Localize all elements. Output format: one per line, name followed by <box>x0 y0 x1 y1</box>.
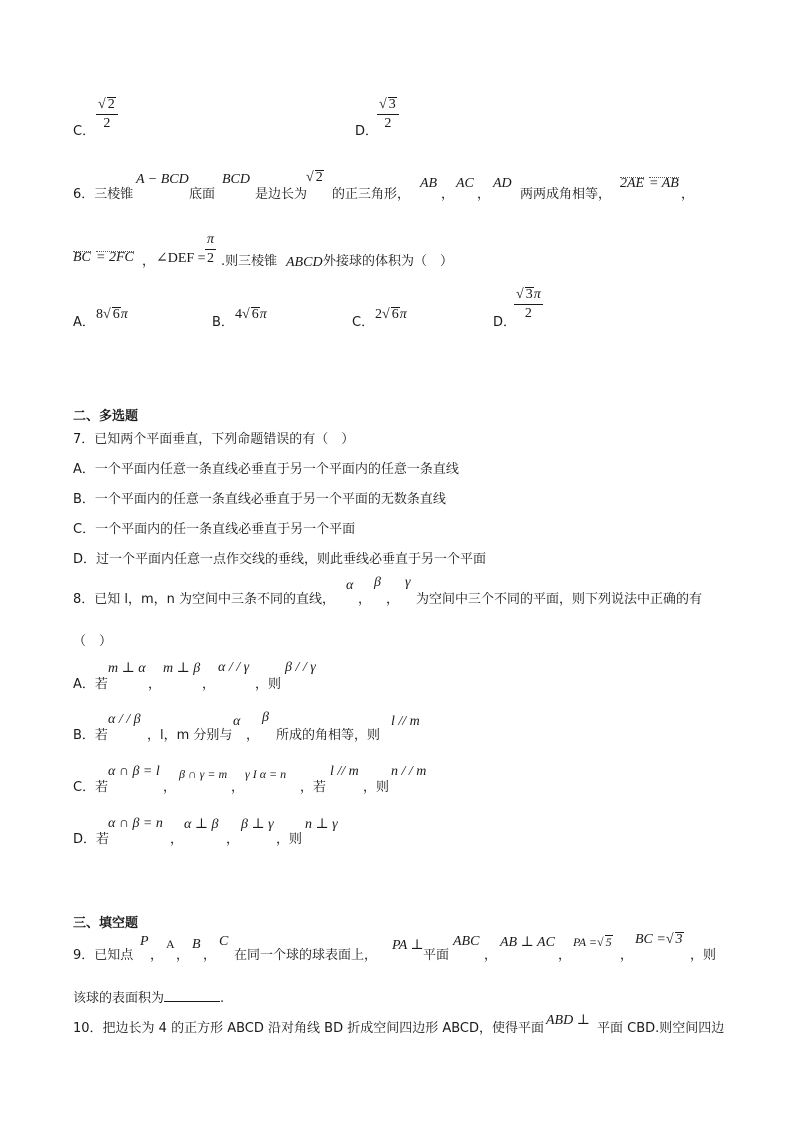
q6-expr-abcd: ABCD <box>286 255 323 270</box>
q8-d-expr-4: n ⊥ γ <box>305 817 338 832</box>
q6-expr-ad: AD <box>493 176 512 191</box>
q8-paren: （ ） <box>73 634 113 649</box>
q6-expr-eq-ab: = AB <box>649 176 679 191</box>
q6-text-side: 是边长为 <box>255 187 308 202</box>
q6-text-then: .则三棱锥 <box>221 254 278 269</box>
q5-option-c-denominator: 2 <box>103 116 111 131</box>
q6-text-volume: 外接球的体积为（ ） <box>323 254 454 269</box>
q8-d-expr-3: β ⊥ γ <box>241 817 274 832</box>
q8-b-text-2: ， <box>246 728 260 743</box>
q9-number: 9．已知点 <box>73 948 134 963</box>
q9-answer-blank[interactable] <box>164 989 220 1002</box>
q9-line-2: 该球的表面积为 . <box>73 991 225 1006</box>
q8-b-text-1: ，l，m 分别与 <box>147 728 233 743</box>
q8-a-expr-1: m ⊥ α <box>108 661 146 676</box>
q8-d-expr-1: α ∩ β = n <box>108 816 163 831</box>
q6-number: 6．三棱锥 <box>73 187 134 202</box>
q6-expr-bcd: BCD <box>222 172 250 187</box>
q6-sep-1: ， <box>441 187 455 202</box>
q8-a-sep-2: ， <box>202 677 216 692</box>
q6-expr-a-bcd: A − BCD <box>136 172 189 187</box>
q6-option-a-label: A． <box>73 315 95 330</box>
q9-expr-ab-ac: AB ⊥ AC <box>500 935 555 950</box>
q9-expr-abc: ABC <box>453 934 480 949</box>
q8-gamma: γ <box>405 575 411 590</box>
q9-point-p: P <box>140 934 149 949</box>
q6-expr-ab: AB <box>420 176 438 191</box>
q6-sep-3: ， <box>681 187 695 202</box>
q9-point-c: C <box>219 934 229 949</box>
q9-sep-5: ， <box>558 948 572 963</box>
q9-expr-bc-value: BC =√ 3 <box>635 932 683 947</box>
q9-text-plane: 平面 <box>423 948 450 963</box>
section-3-heading: 三、填空题 <box>73 916 139 931</box>
q8-b-expr-1: α / / β <box>108 712 141 727</box>
q8-d-sep-3: ，则 <box>276 832 303 847</box>
q8-option-a-label: A．若 <box>73 677 108 692</box>
q10-expr-abd: ABD ⊥ <box>546 1013 590 1028</box>
q5-option-c-numerator: 2 <box>107 97 115 112</box>
q8-sep-2: ， <box>386 592 400 607</box>
q8-d-sep-2: ， <box>226 832 240 847</box>
q6-option-d-fraction: $\frac{√ 3\pi}{2}$ <box>516 287 541 321</box>
q9-point-a: A <box>166 937 175 951</box>
q8-b-text-3: 所成的角相等，则 <box>276 728 381 743</box>
q6-expr-eq-2fc: = 2FC <box>96 250 134 265</box>
q8-stem-part1: 8．已知 l，m，n 为空间中三条不同的直线， <box>73 592 336 607</box>
q6-expr-2ae: 2AE <box>620 176 645 191</box>
q8-d-sep-1: ， <box>170 832 184 847</box>
q8-beta: β <box>374 575 381 590</box>
q6-sep-2: ， <box>477 187 491 202</box>
q6-option-c-label: C． <box>352 315 375 330</box>
q5-option-c-fraction: $\frac{√ 2}{2}$ <box>96 97 118 132</box>
q7-option-c: C．一个平面内的任一条直线必垂直于另一个平面 <box>73 522 356 537</box>
q9-text-sphere: 在同一个球的球表面上， <box>234 948 378 963</box>
q9-sep-4: ， <box>484 948 498 963</box>
q8-a-sep-1: ， <box>148 677 162 692</box>
q8-alpha: α <box>346 578 354 593</box>
q7-stem: 7．已知两个平面垂直，下列命题错误的有（ ） <box>73 432 355 447</box>
q8-c-sep-3: ，若 <box>300 780 327 795</box>
q9-point-b: B <box>192 937 201 952</box>
q8-c-expr-4: l // m <box>330 764 359 779</box>
q6-text-base: 底面 <box>189 187 216 202</box>
q8-b-expr-2: α <box>233 714 241 729</box>
q6-expr-ac: AC <box>456 176 474 191</box>
q6-text-angles: 两两成角相等， <box>520 187 612 202</box>
q8-c-expr-1: α ∩ β = l <box>108 764 160 779</box>
q6-option-a-value: 8√ 6π <box>96 307 128 322</box>
q5-option-d-fraction: $\frac{√ 3}{2}$ <box>377 97 399 132</box>
q9-expr-pa-value: PA =√ 5 <box>573 935 612 949</box>
q9-sep-1: ， <box>150 948 164 963</box>
q8-option-c-label: C．若 <box>73 780 109 795</box>
q6-expr-bc: BC <box>73 250 91 265</box>
q8-stem-part2: 为空间中三个不同的平面，则下列说法中正确的有 <box>416 592 703 607</box>
q9-sep-3: ， <box>203 948 217 963</box>
q10-text-part2: 平面 CBD.则空间四边 <box>597 1021 725 1036</box>
q6-option-c-value: 2√ 6π <box>375 307 407 322</box>
q8-sep-1: ， <box>358 592 372 607</box>
q5-option-d-numerator: 3 <box>388 97 396 112</box>
q8-c-sep-1: ， <box>163 780 177 795</box>
q8-c-expr-2: β ∩ γ = m <box>179 767 228 781</box>
q8-option-d-label: D．若 <box>73 832 110 847</box>
q9-sep-2: ， <box>176 948 190 963</box>
q5-option-c-label: C． <box>73 124 96 139</box>
q10-text-part1: 10．把边长为 4 的正方形 ABCD 沿对角线 BD 折成空间四边形 ABCD，使得平面 <box>73 1021 545 1036</box>
q8-b-expr-3: β <box>262 710 269 725</box>
q9-expr-pa-perp: PA ⊥ <box>392 938 424 953</box>
q8-c-expr-3: γ I α = n <box>245 767 287 781</box>
q8-d-expr-2: α ⊥ β <box>184 817 219 832</box>
q7-option-a: A．一个平面内任意一条直线必垂直于另一个平面内的任意一条直线 <box>73 462 459 477</box>
q6-expr-root2: √ 2 <box>306 170 323 185</box>
q6-expr-angle-def: ∠DEF = <box>156 251 206 266</box>
q6-option-b-label: B． <box>212 315 234 330</box>
q6-sep-4: ， <box>142 254 156 269</box>
q8-a-expr-3: α / / γ <box>218 660 250 675</box>
q6-option-d-label: D． <box>493 315 517 330</box>
q9-text-then: ，则 <box>690 948 717 963</box>
section-2-heading: 二、多选题 <box>73 409 139 424</box>
q5-option-d-label: D． <box>355 124 379 139</box>
q8-c-sep-2: ， <box>231 780 245 795</box>
q5-option-d-denominator: 2 <box>384 116 392 131</box>
q7-option-d: D．过一个平面内任意一点作交线的垂线，则此垂线必垂直于另一个平面 <box>73 552 487 567</box>
q9-sep-6: ， <box>620 948 634 963</box>
q8-c-sep-4: ，则 <box>363 780 390 795</box>
q8-a-sep-3: ，则 <box>255 677 282 692</box>
q6-text-triangle: 的正三角形， <box>332 187 411 202</box>
q8-a-expr-2: m ⊥ β <box>163 661 201 676</box>
q8-c-expr-5: n / / m <box>391 764 427 779</box>
q6-expr-pi-over-2: $\frac{\pi}{2}$ <box>207 232 215 266</box>
q6-option-b-value: 4√ 6π <box>235 307 267 322</box>
q7-option-b: B．一个平面内的任意一条直线必垂直于另一个平面的无数条直线 <box>73 492 446 507</box>
q8-a-expr-4: β / / γ <box>285 660 316 675</box>
q8-option-b-label: B．若 <box>73 728 108 743</box>
q8-b-expr-4: l // m <box>391 714 420 729</box>
